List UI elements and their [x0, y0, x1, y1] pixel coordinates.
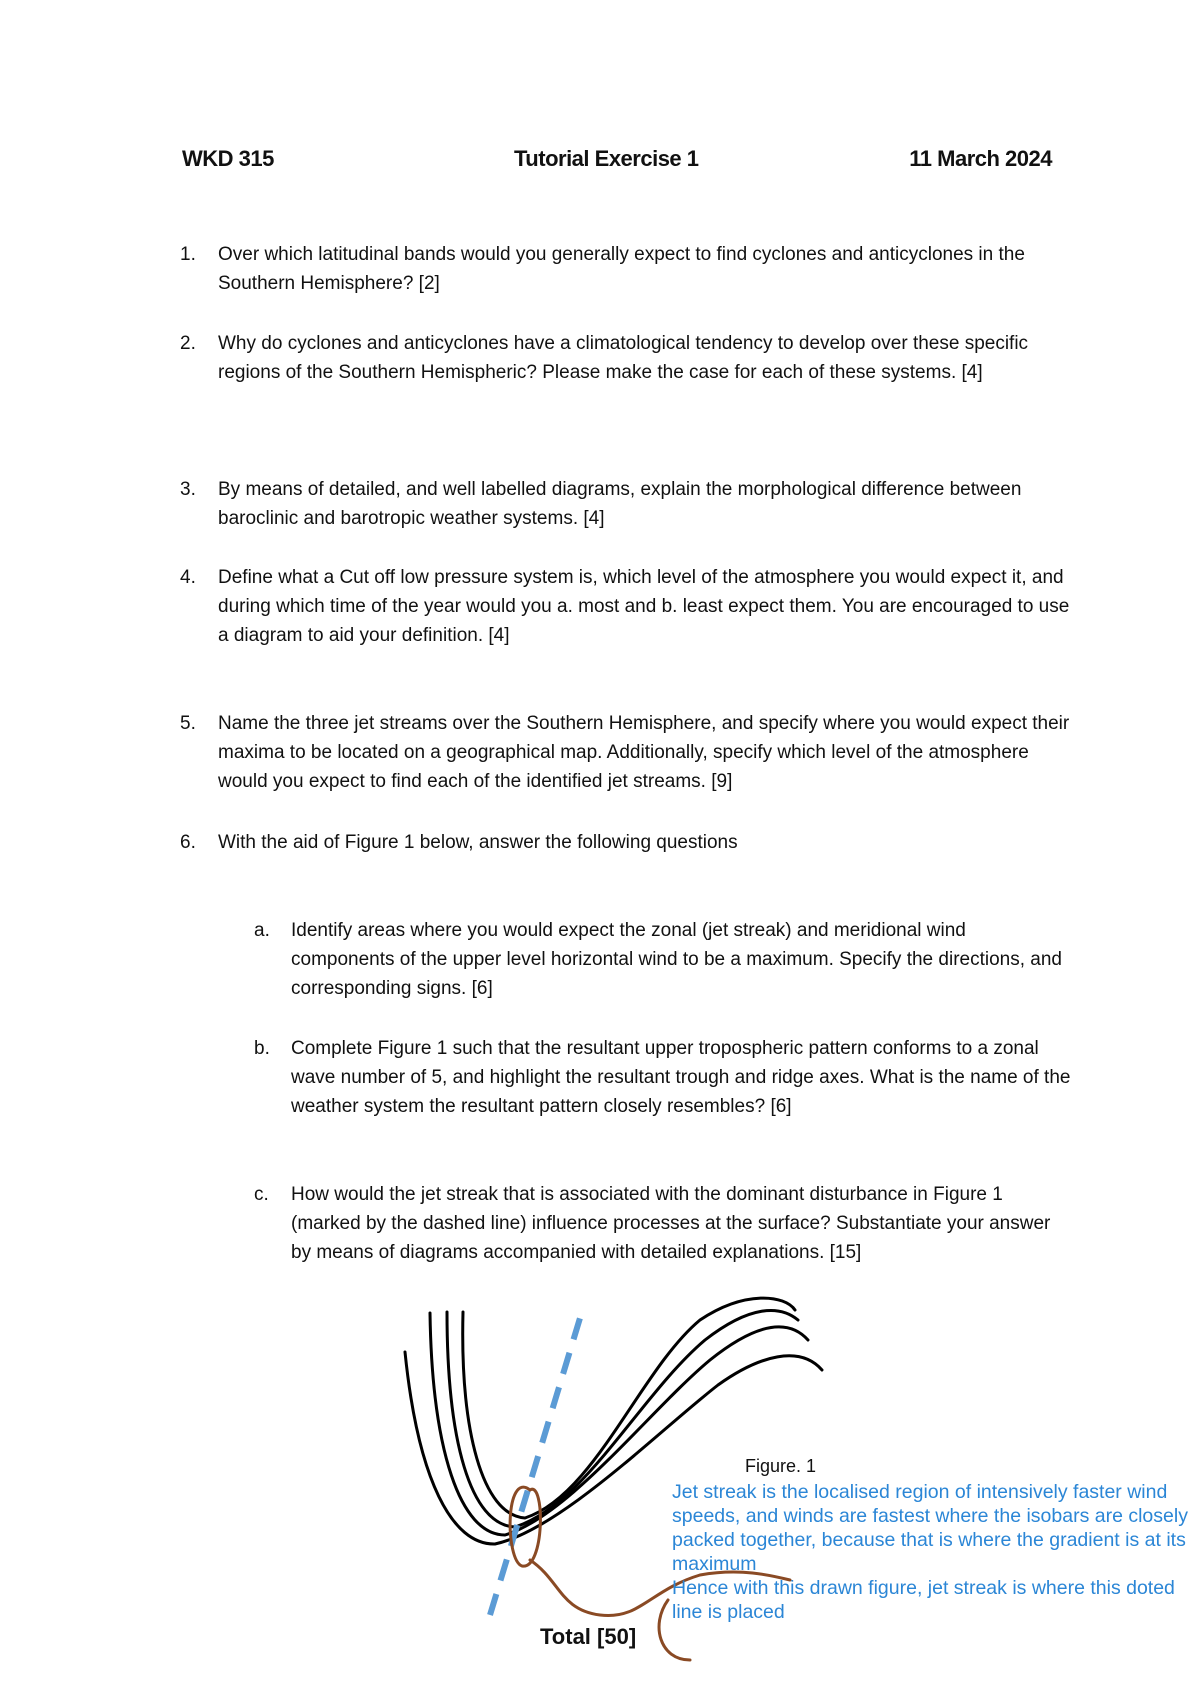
question-text: By means of detailed, and well labelled diagrams, explain the morphological difference between baroclinic and barotropic weather systems. [4]	[218, 479, 1022, 529]
document-title: Tutorial Exercise 1	[514, 146, 699, 171]
question-text: Define what a Cut off low pressure system is, which level of the atmosphere you would expect it, and during which time of the year would you a. most and b. least expect them. You are encouraged to use a diagram to aid your definition. [4]	[218, 567, 1070, 646]
question-text: With the aid of Figure 1 below, answer the following questions	[218, 832, 738, 853]
question-text: Why do cyclones and anticyclones have a climatological tendency to develop over these specific regions of the Southern Hemispheric? Please make the case for each of these systems. [4]	[218, 333, 1029, 383]
question-text: Name the three jet streams over the Southern Hemisphere, and specify where you would expect their maxima to be located on a geographical map. Additionally, specify which level of the atmosphere would you expect to find each of the identified jet streams. [9]	[218, 713, 1070, 792]
annotation-line: Jet streak is the localised region of intensively faster wind speeds, and winds are fastest where the isobars are closely packed together, because that is where the gradient is at its maximum	[672, 1481, 1188, 1575]
dashed-trough-axis	[490, 1318, 580, 1615]
subquestion-letter: c.	[254, 1184, 269, 1205]
subquestion-letter: a.	[254, 920, 270, 941]
annotation-line: Hence with this drawn figure, jet streak is where this doted line is placed	[672, 1577, 1175, 1623]
course-code: WKD 315	[182, 146, 274, 171]
subquestion-text: How would the jet streak that is associated with the dominant disturbance in Figure 1 (marked by the dashed line) influence processes at the surface? Substantiate your answer by means of diagrams accompanied with detailed explanations. [15]	[291, 1184, 1051, 1263]
question-number: 3.	[180, 479, 196, 500]
handwritten-annotation	[672, 1480, 1192, 1624]
document-date: 11 March 2024	[909, 146, 1052, 171]
subquestion-text: Complete Figure 1 such that the resultant upper tropospheric pattern conforms to a zonal wave number of 5, and highlight the resultant trough and ridge axes. What is the name of the weather system the resultant pattern closely resembles? [6]	[291, 1038, 1071, 1117]
question-number: 6.	[180, 832, 196, 853]
subquestion-letter: b.	[254, 1038, 270, 1059]
subquestion-text: Identify areas where you would expect the zonal (jet streak) and meridional wind components of the upper level horizontal wind to be a maximum. Specify the directions, and corresponding signs. [6]	[291, 920, 1062, 999]
figure-caption: Figure. 1	[745, 1456, 817, 1476]
question-number: 2.	[180, 333, 196, 354]
question-text: Over which latitudinal bands would you generally expect to find cyclones and anticyclones in the Southern Hemisphere? [2]	[218, 244, 1025, 294]
question-number: 1.	[180, 244, 196, 265]
total-marks: Total [50]	[540, 1624, 637, 1649]
question-number: 4.	[180, 567, 196, 588]
question-number: 5.	[180, 713, 196, 734]
